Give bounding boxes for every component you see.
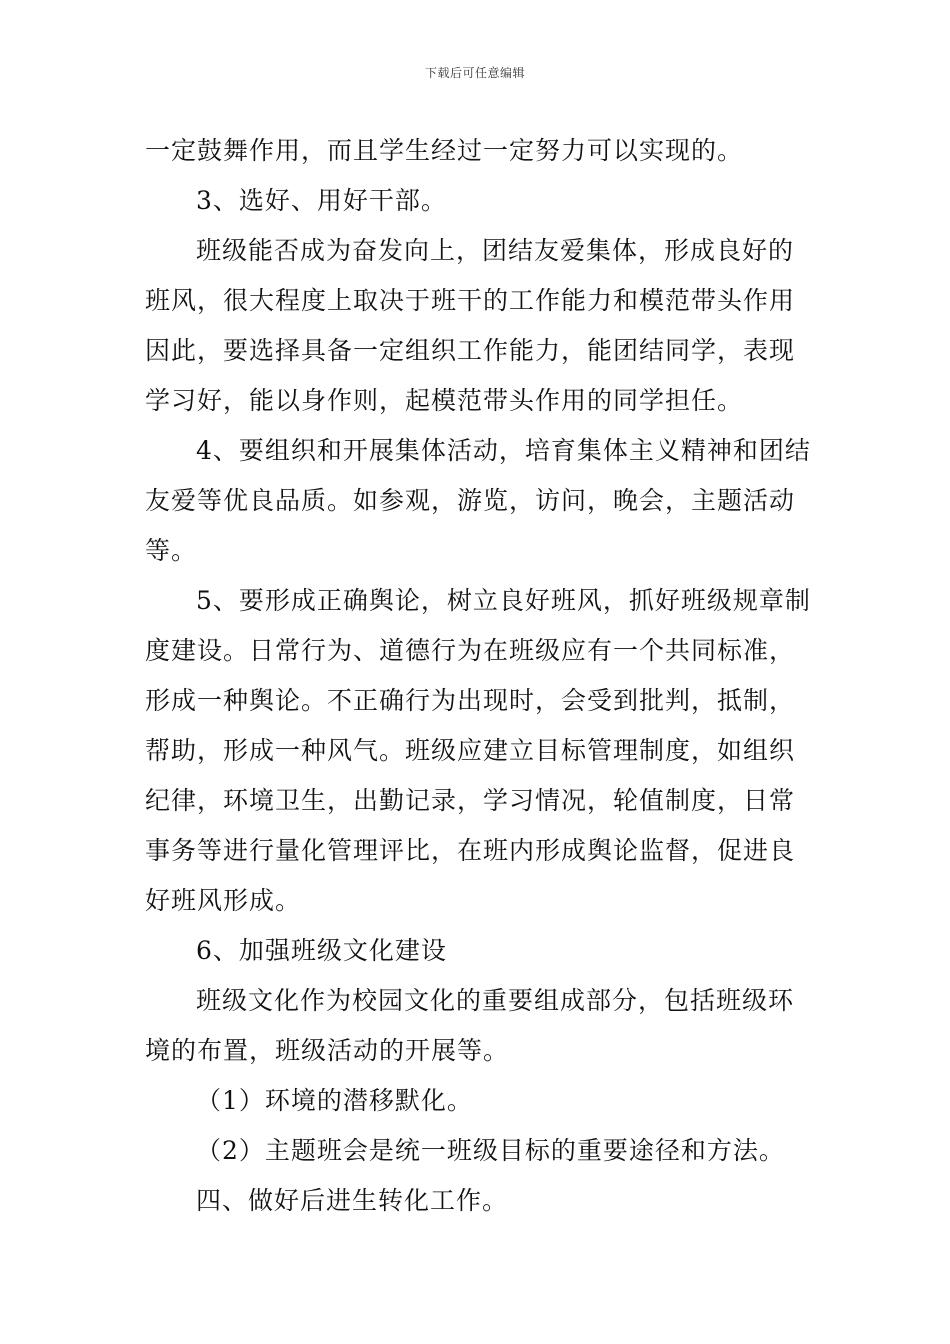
text-line: 纪律，环境卫生，出勤记录，学习情况，轮值制度，日常: [145, 786, 796, 815]
text-line: 4、要组织和开展集体活动，培育集体主义精神和团结: [196, 436, 811, 465]
list-item: （1）环境的潜移默化。: [196, 1086, 473, 1115]
text-line: 5、要形成正确舆论，树立良好班风，抓好班级规章制: [196, 586, 811, 615]
text-line: 度建设。日常行为、道德行为在班级应有一个共同标准，: [145, 636, 796, 665]
text-line: 境的布置，班级活动的开展等。: [145, 1036, 510, 1065]
text-line: 班风，很大程度上取决于班干的工作能力和模范带头作用: [145, 286, 796, 315]
page-header: 下载后可任意编辑: [424, 66, 525, 80]
text-line: 好班风形成。: [145, 886, 302, 915]
text-line: 友爱等优良品质。如参观，游览，访问，晚会，主题活动: [145, 486, 796, 515]
text-line: 一定鼓舞作用，而且学生经过一定努力可以实现的。: [145, 136, 744, 165]
text-line: 班级能否成为奋发向上，团结友爱集体，形成良好的: [196, 236, 795, 265]
text-line: 学习好，能以身作则，起模范带头作用的同学担任。: [145, 386, 744, 415]
text-line: 事务等进行量化管理评比，在班内形成舆论监督，促进良: [145, 836, 796, 865]
text-line: 班级文化作为校园文化的重要组成部分，包括班级环: [196, 986, 795, 1015]
section-heading: 3、选好、用好干部。: [196, 186, 447, 215]
section-heading: 四、做好后进生转化工作。: [196, 1186, 509, 1215]
text-line: 等。: [145, 536, 198, 565]
section-heading: 6、加强班级文化建设: [196, 936, 447, 965]
text-line: 因此，要选择具备一定组织工作能力，能团结同学，表现: [145, 336, 796, 365]
list-item: （2）主题班会是统一班级目标的重要途径和方法。: [196, 1136, 785, 1165]
text-line: 帮助，形成一种风气。班级应建立目标管理制度，如组织: [145, 736, 796, 765]
text-line: 形成一种舆论。不正确行为出现时，会受到批判，抵制，: [145, 686, 796, 715]
